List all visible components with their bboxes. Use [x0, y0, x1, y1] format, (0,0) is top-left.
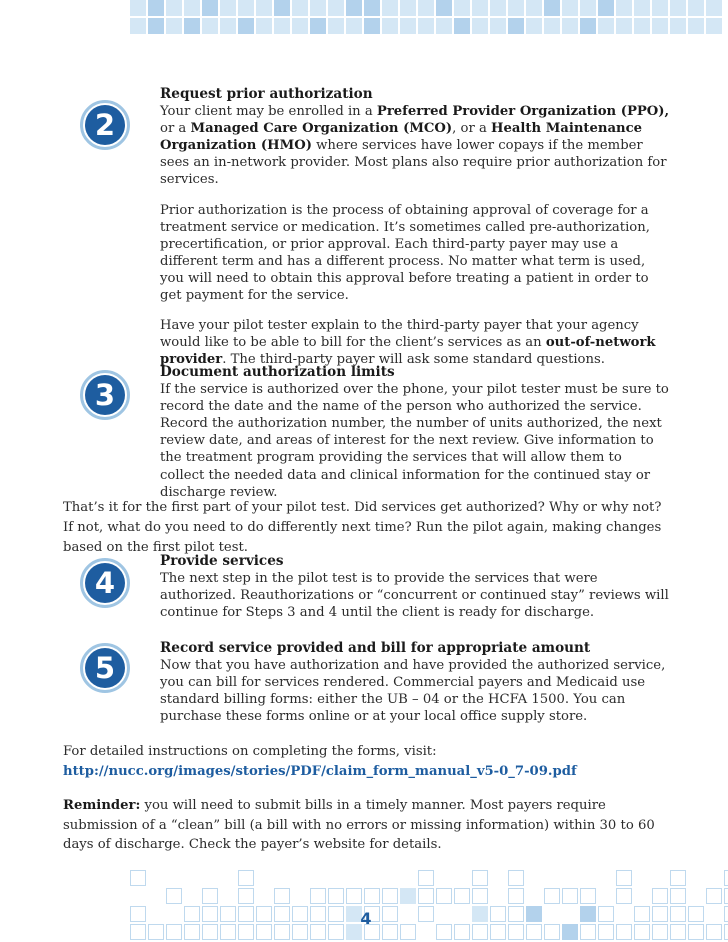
decorative-square — [580, 906, 596, 922]
decorative-square — [544, 924, 560, 940]
decorative-square — [544, 870, 560, 886]
decorative-square — [292, 924, 308, 940]
decorative-square — [328, 924, 344, 940]
step-content — [160, 86, 670, 368]
decorative-square — [706, 18, 722, 34]
step-number-badge — [80, 558, 130, 608]
decorative-square — [382, 906, 398, 922]
decorative-square — [130, 0, 146, 16]
decorative-square — [418, 18, 434, 34]
decorative-square — [292, 870, 308, 886]
decorative-square — [202, 888, 218, 904]
decorative-square — [238, 924, 254, 940]
step-heading: Request prior authorization — [160, 86, 373, 102]
decorative-square — [382, 0, 398, 16]
decorative-square — [166, 0, 182, 16]
decorative-square — [670, 888, 686, 904]
decorative-square — [418, 906, 434, 922]
decorative-square — [508, 18, 524, 34]
decorative-square — [400, 18, 416, 34]
decorative-square — [616, 888, 632, 904]
decorative-square — [328, 18, 344, 34]
step-paragraph: Your client may be enrolled in a Preferred Provider Organization (PPO), or a Managed Care Organization (MCO), or a Health Maintenance Organization (HMO) where services have lower copays if the member sees an in-network provider. Most plans also require prior authorization for services. — [160, 104, 670, 188]
decorative-square — [526, 870, 542, 886]
decorative-square — [220, 870, 236, 886]
decorative-square — [526, 888, 542, 904]
decorative-square — [274, 924, 290, 940]
decorative-square — [688, 924, 704, 940]
decorative-square — [598, 870, 614, 886]
decorative-square — [166, 906, 182, 922]
decorative-square — [364, 18, 380, 34]
decorative-square — [220, 0, 236, 16]
decorative-square — [238, 870, 254, 886]
decorative-square — [202, 0, 218, 16]
decorative-square — [436, 906, 452, 922]
decorative-square — [598, 924, 614, 940]
decorative-square — [166, 870, 182, 886]
decorative-square — [346, 888, 362, 904]
decorative-square — [220, 18, 236, 34]
decorative-square — [580, 924, 596, 940]
decorative-square — [472, 870, 488, 886]
decorative-square — [274, 906, 290, 922]
step-number-badge — [80, 100, 130, 150]
decorative-square — [526, 924, 542, 940]
decorative-square — [670, 906, 686, 922]
decorative-square — [490, 870, 506, 886]
decorative-square — [616, 924, 632, 940]
decorative-square — [418, 924, 434, 940]
decorative-square — [670, 924, 686, 940]
decorative-square — [274, 888, 290, 904]
decorative-square — [526, 18, 542, 34]
decorative-square — [328, 888, 344, 904]
decorative-square — [130, 924, 146, 940]
top-decorative-band — [130, 0, 722, 34]
decorative-square — [256, 18, 272, 34]
decorative-square — [184, 906, 200, 922]
decorative-square — [256, 924, 272, 940]
decorative-square — [454, 18, 470, 34]
decorative-square — [256, 870, 272, 886]
decorative-square — [508, 888, 524, 904]
decorative-square — [670, 18, 686, 34]
decorative-square — [184, 18, 200, 34]
decorative-square — [508, 870, 524, 886]
decorative-square — [346, 18, 362, 34]
decorative-square — [184, 870, 200, 886]
decorative-square — [688, 870, 704, 886]
step-paragraph: The next step in the pilot test is to provide the services that were authorized. Reauthorizations or “concurrent or continued stay” reviews will continue for Steps 3 and 4 until the client is ready for discharge. — [160, 571, 669, 621]
decorative-square — [238, 0, 254, 16]
decorative-square — [382, 18, 398, 34]
decorative-square — [598, 0, 614, 16]
decorative-square — [418, 888, 434, 904]
decorative-square — [490, 18, 506, 34]
step-number-badge — [80, 370, 130, 420]
step-content — [160, 640, 670, 725]
decorative-square — [634, 906, 650, 922]
decorative-square — [634, 870, 650, 886]
decorative-square — [634, 0, 650, 16]
decorative-square — [544, 0, 560, 16]
decorative-square — [454, 870, 470, 886]
decorative-square — [454, 924, 470, 940]
decorative-square — [688, 0, 704, 16]
decorative-square — [706, 888, 722, 904]
step-number: 4 — [85, 563, 125, 603]
decorative-square — [238, 18, 254, 34]
decorative-square — [616, 906, 632, 922]
decorative-square — [454, 0, 470, 16]
decorative-square — [166, 18, 182, 34]
reminder-label: Reminder: — [63, 798, 141, 813]
decorative-square — [184, 0, 200, 16]
decorative-square — [580, 870, 596, 886]
interlude-paragraph: That’s it for the first part of your pilot test. Did services get authorized? Why or why not? If not, what do you need to do differently next time? Run the pilot again, making changes based on the first pilot test. — [63, 500, 662, 555]
decorative-square — [724, 924, 728, 940]
decorative-square — [274, 870, 290, 886]
decorative-square — [382, 924, 398, 940]
decorative-square — [652, 870, 668, 886]
decorative-square — [274, 0, 290, 16]
decorative-square — [148, 0, 164, 16]
page-number: 4 — [360, 909, 372, 928]
step-content — [160, 553, 670, 621]
decorative-square — [544, 888, 560, 904]
step-paragraph: Now that you have authorization and have provided the authorized service, you can bill for services rendered. Commercial payers and Medicaid use standard billing forms: either the UB – 04 or the HCFA 1500. You can purchase these forms online or at your local office supply store. — [160, 658, 666, 725]
decorative-square — [328, 870, 344, 886]
decorative-square — [472, 924, 488, 940]
decorative-square — [670, 0, 686, 16]
decorative-square — [562, 906, 578, 922]
step-heading: Provide services — [160, 553, 284, 569]
decorative-square — [472, 0, 488, 16]
decorative-square — [148, 924, 164, 940]
decorative-square — [130, 18, 146, 34]
decorative-square — [472, 18, 488, 34]
step-heading: Document authorization limits — [160, 364, 395, 380]
decorative-square — [652, 924, 668, 940]
step-number: 5 — [85, 648, 125, 688]
decorative-square — [670, 870, 686, 886]
decorative-square — [238, 906, 254, 922]
decorative-square — [652, 888, 668, 904]
decorative-square — [310, 888, 326, 904]
decorative-square — [364, 0, 380, 16]
decorative-square — [652, 18, 668, 34]
decorative-square — [292, 0, 308, 16]
decorative-square — [472, 888, 488, 904]
decorative-square — [580, 0, 596, 16]
decorative-square — [490, 906, 506, 922]
decorative-square — [688, 906, 704, 922]
decorative-square — [130, 888, 146, 904]
decorative-square — [418, 870, 434, 886]
decorative-square — [454, 906, 470, 922]
decorative-square — [652, 0, 668, 16]
decorative-square — [364, 870, 380, 886]
decorative-square — [184, 888, 200, 904]
decorative-square — [346, 870, 362, 886]
decorative-square — [688, 888, 704, 904]
decorative-square — [616, 18, 632, 34]
decorative-square — [256, 888, 272, 904]
decorative-square — [490, 0, 506, 16]
decorative-square — [220, 924, 236, 940]
decorative-square — [598, 888, 614, 904]
instructions-block — [63, 742, 673, 781]
decorative-square — [490, 924, 506, 940]
decorative-square — [292, 888, 308, 904]
decorative-square — [724, 888, 728, 904]
decorative-square — [418, 0, 434, 16]
decorative-square — [382, 888, 398, 904]
decorative-square — [328, 906, 344, 922]
decorative-square — [274, 18, 290, 34]
decorative-square — [652, 906, 668, 922]
decorative-square — [508, 924, 524, 940]
decorative-square — [292, 18, 308, 34]
decorative-square — [292, 906, 308, 922]
decorative-square — [148, 888, 164, 904]
decorative-square — [346, 0, 362, 16]
decorative-square — [634, 924, 650, 940]
step-number-badge — [80, 643, 130, 693]
decorative-square — [562, 924, 578, 940]
decorative-square — [256, 0, 272, 16]
decorative-square — [202, 870, 218, 886]
decorative-square — [328, 0, 344, 16]
decorative-square — [400, 0, 416, 16]
decorative-square — [400, 924, 416, 940]
decorative-square — [454, 888, 470, 904]
decorative-square — [634, 18, 650, 34]
step-heading: Record service provided and bill for appropriate amount — [160, 640, 591, 656]
decorative-square — [598, 906, 614, 922]
reminder-text: you will need to submit bills in a timely manner. Most payers require submission of a “clean” bill (a bill with no errors or missing information) within 30 to 60 days of discharge. Check the payer’s website for details. — [63, 798, 655, 852]
decorative-square — [562, 0, 578, 16]
decorative-square — [310, 924, 326, 940]
decorative-square — [166, 888, 182, 904]
decorative-square — [364, 888, 380, 904]
decorative-square — [634, 888, 650, 904]
decorative-square — [202, 924, 218, 940]
decorative-square — [310, 18, 326, 34]
decorative-square — [508, 906, 524, 922]
decorative-square — [436, 888, 452, 904]
claim-form-manual-link[interactable]: http://nucc.org/images/stories/PDF/claim_form_manual_v5-0_7-09.pdf — [63, 763, 577, 779]
decorative-square — [526, 906, 542, 922]
decorative-square — [184, 924, 200, 940]
decorative-square — [580, 888, 596, 904]
decorative-square — [562, 888, 578, 904]
decorative-square — [148, 870, 164, 886]
decorative-square — [508, 0, 524, 16]
decorative-square — [544, 906, 560, 922]
instructions-text: For detailed instructions on completing the forms, visit: — [63, 744, 437, 759]
decorative-square — [724, 906, 728, 922]
decorative-square — [706, 0, 722, 16]
decorative-square — [256, 906, 272, 922]
decorative-square — [598, 18, 614, 34]
step-number: 2 — [85, 105, 125, 145]
reminder-paragraph — [63, 796, 673, 855]
decorative-square — [562, 870, 578, 886]
decorative-square — [436, 18, 452, 34]
step-paragraph: Prior authorization is the process of obtaining approval of coverage for a treatment service or medication. It’s sometimes called pre-authorization, precertification, or prior approval. Each third-party payer may use a different term and has a different process. No matter what term is used, you will need to obtain this approval before treating a patient in order to get payment for the service. — [160, 202, 650, 304]
decorative-square — [616, 870, 632, 886]
decorative-square — [400, 906, 416, 922]
decorative-square — [310, 0, 326, 16]
decorative-square — [310, 870, 326, 886]
decorative-square — [148, 906, 164, 922]
decorative-square — [562, 18, 578, 34]
decorative-square — [400, 870, 416, 886]
step-paragraph: Have your pilot tester explain to the third-party payer that your agency would like to be able to bill for the client’s services as an out-of-network provider. The third-party payer will ask some standard questions. — [160, 318, 656, 368]
decorative-square — [724, 870, 728, 886]
decorative-square — [706, 924, 722, 940]
decorative-square — [148, 18, 164, 34]
decorative-square — [616, 0, 632, 16]
decorative-square — [706, 870, 722, 886]
step-number: 3 — [85, 375, 125, 415]
decorative-square — [130, 906, 146, 922]
decorative-square — [688, 18, 704, 34]
decorative-square — [436, 870, 452, 886]
step-paragraph: If the service is authorized over the phone, your pilot tester must be sure to record the date and the name of the person who authorized the service. Record the authorization number, the number of units authorized, the next review date, and areas of interest for the next review. Give information to the treatment program providing the services that will allow them to collect the needed data and clinical information for the continued stay or discharge review. — [160, 382, 669, 500]
decorative-square — [310, 906, 326, 922]
decorative-square — [472, 906, 488, 922]
decorative-square — [220, 888, 236, 904]
decorative-square — [436, 0, 452, 16]
decorative-square — [436, 924, 452, 940]
step-content — [160, 364, 670, 501]
decorative-square — [202, 906, 218, 922]
decorative-square — [706, 906, 722, 922]
decorative-square — [202, 18, 218, 34]
decorative-square — [238, 888, 254, 904]
bottom-decorative-band — [130, 870, 728, 940]
decorative-square — [220, 906, 236, 922]
decorative-square — [580, 18, 596, 34]
decorative-square — [382, 870, 398, 886]
decorative-square — [526, 0, 542, 16]
decorative-square — [544, 18, 560, 34]
decorative-square — [400, 888, 416, 904]
decorative-square — [490, 888, 506, 904]
decorative-square — [166, 924, 182, 940]
decorative-square — [130, 870, 146, 886]
